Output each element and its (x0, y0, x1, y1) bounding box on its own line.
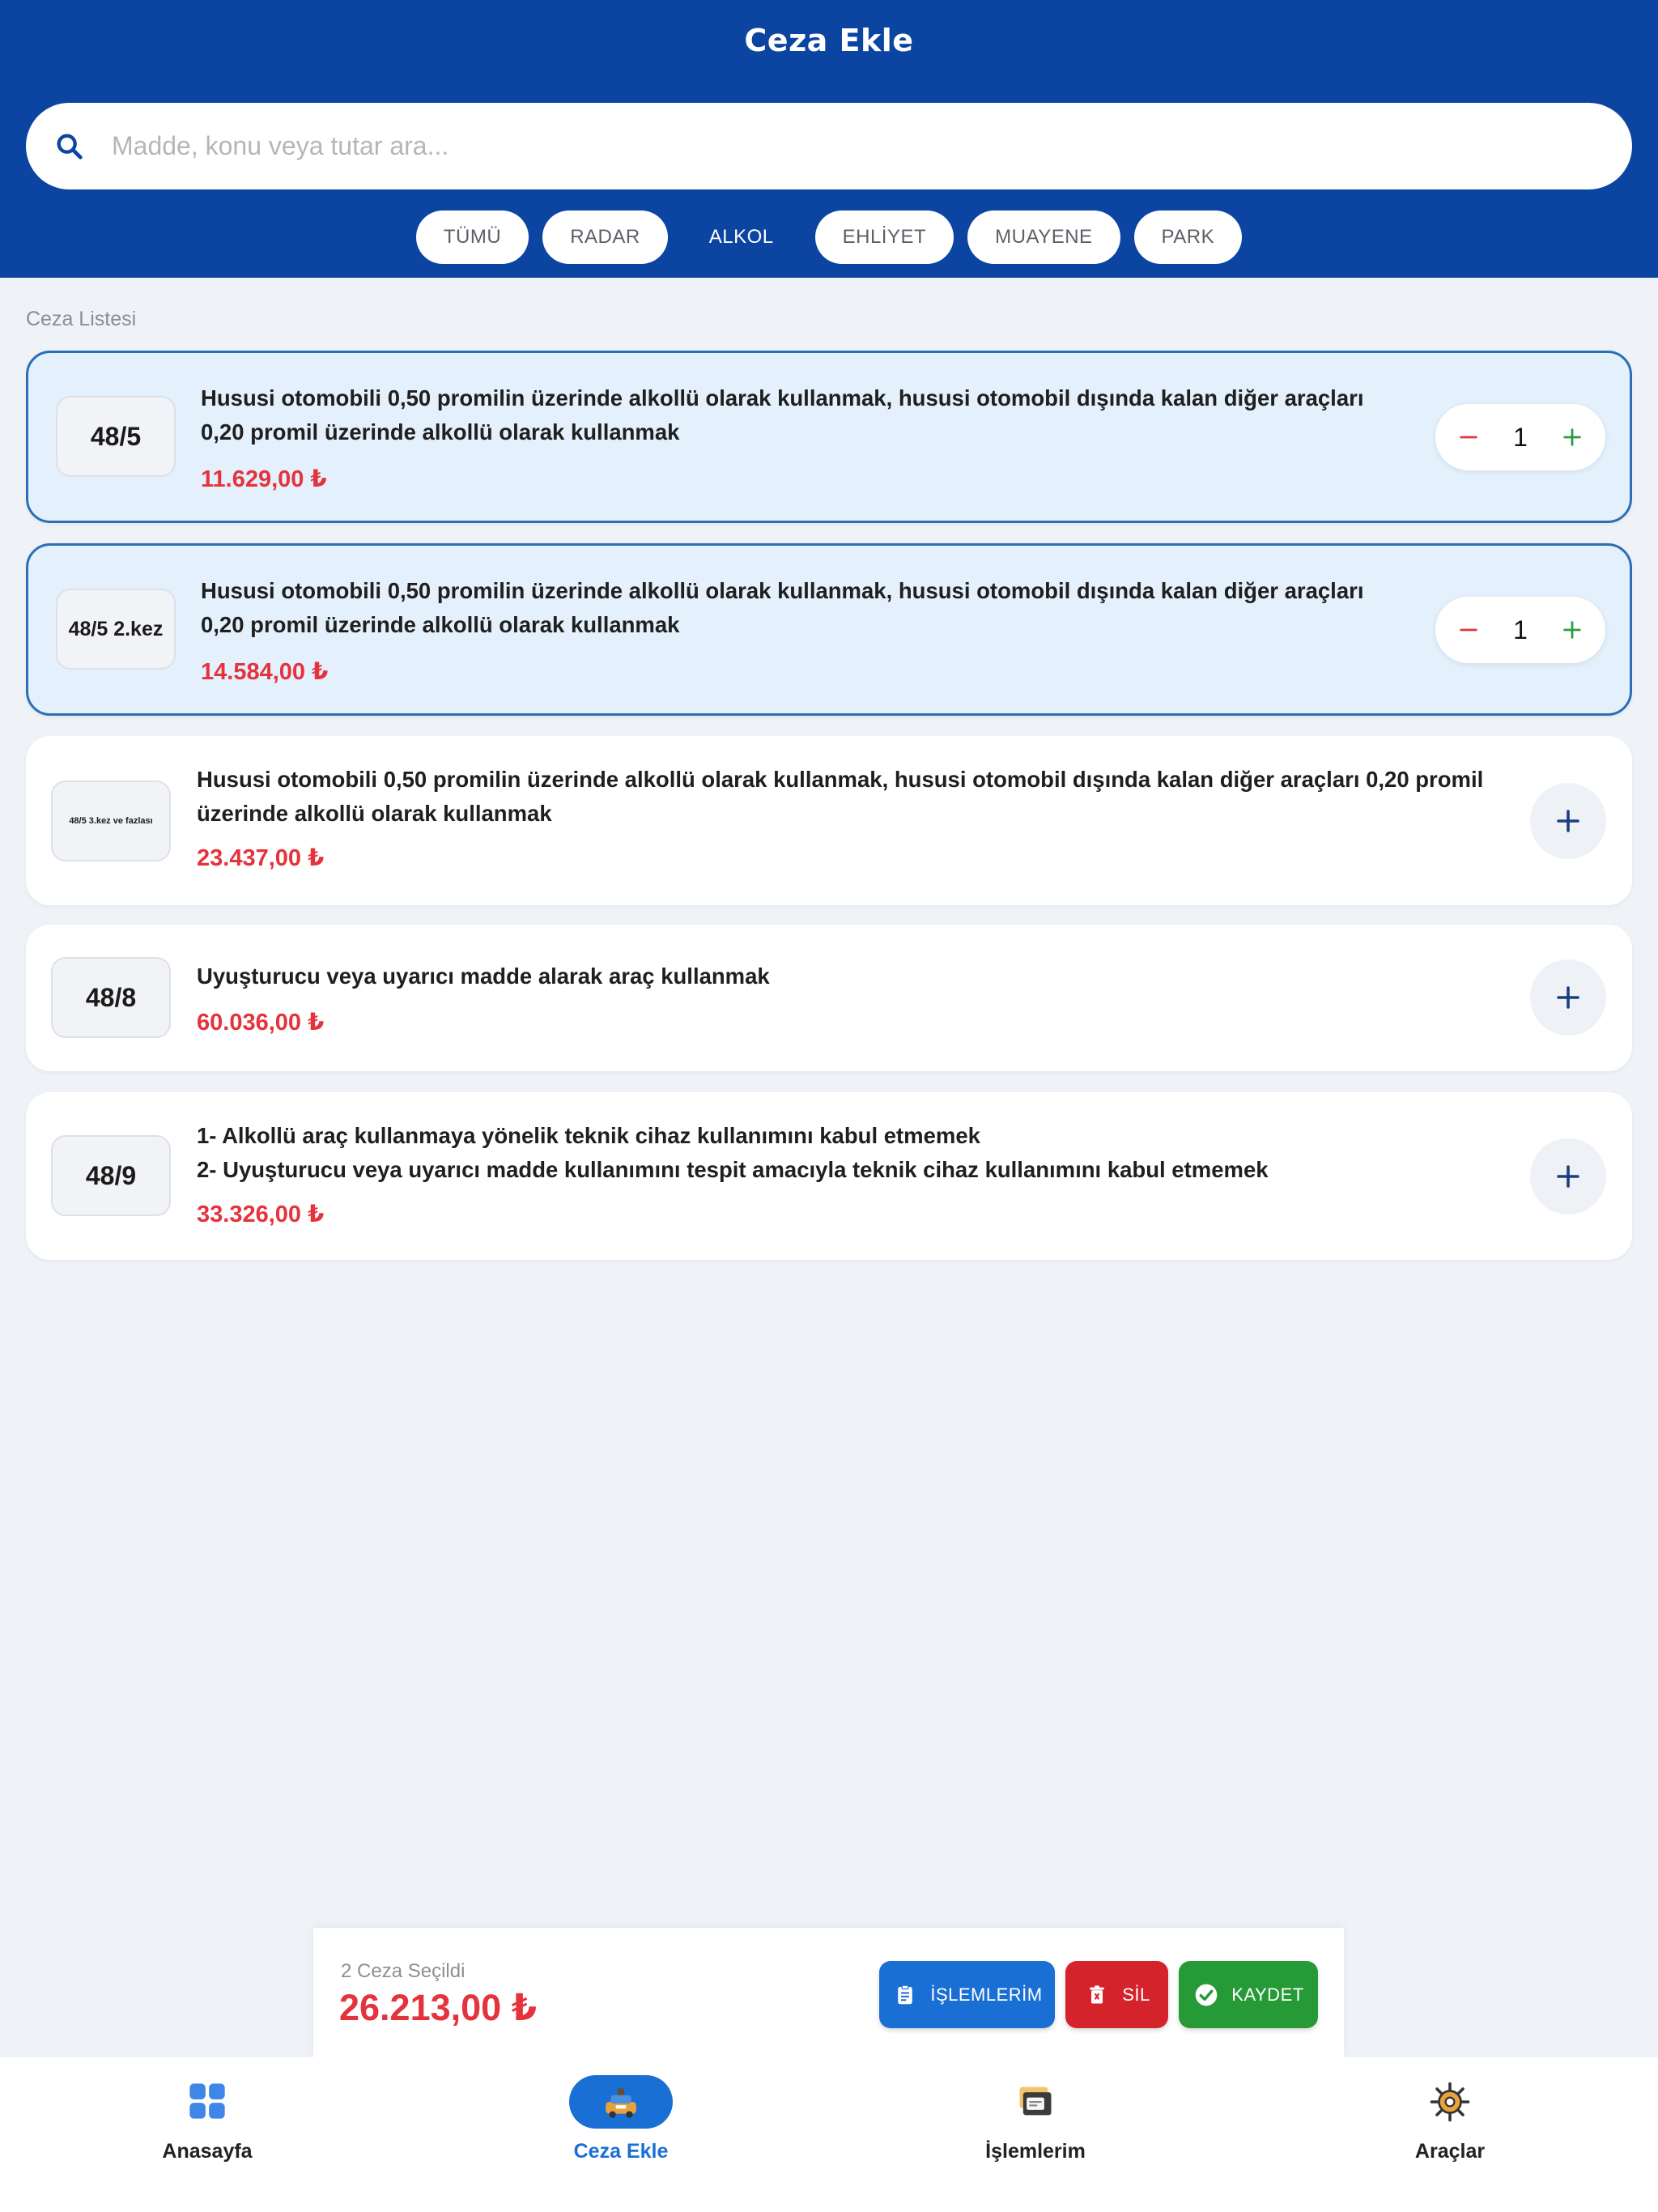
tab-label: Ceza Ekle (573, 2140, 669, 2163)
selected-count: 2 Ceza Seçildi (341, 1960, 466, 1982)
search-icon (47, 124, 92, 169)
tab-ceza-ekle[interactable] (516, 2057, 726, 2212)
folder-icon (1014, 2080, 1056, 2122)
quantity-stepper (1435, 404, 1605, 470)
filter-chip-muayene[interactable]: MUAYENE (967, 211, 1120, 264)
fine-code: 48/9 (51, 1135, 171, 1216)
fine-card[interactable] (26, 1092, 1632, 1260)
tab-label: Anasayfa (162, 2140, 253, 2163)
filter-chip-alkol[interactable]: ALKOL (708, 226, 774, 248)
selection-summary (313, 1928, 1344, 2057)
delete-button[interactable] (1065, 1961, 1168, 2028)
app-header (0, 0, 1658, 278)
islemlerim-button[interactable] (879, 1961, 1055, 2028)
bottom-tab-bar (0, 2057, 1658, 2212)
filter-chip-radar[interactable]: RADAR (542, 211, 668, 264)
plus-icon (1554, 983, 1583, 1012)
fine-price: 60.036,00 ₺ (197, 1010, 325, 1036)
tab-islemlerim[interactable] (930, 2057, 1141, 2212)
fine-price: 11.629,00 ₺ (201, 466, 327, 492)
fine-code: 48/5 (56, 396, 176, 477)
grid-icon (186, 2080, 228, 2122)
search-input[interactable] (112, 131, 1569, 161)
search-bar[interactable] (26, 103, 1632, 189)
fine-description: Hususi otomobili 0,50 promilin üzerinde alkollü olarak kullanmak, hususi otomobil dışında kalan diğer araçları 0,20 promil üzerinde alkollü olarak kullanmak (201, 578, 1364, 637)
fine-price: 33.326,00 ₺ (197, 1202, 325, 1227)
trash-icon (1083, 1981, 1111, 2009)
fine-code: 48/5 2.kez (56, 589, 176, 670)
quantity-value: 1 (1513, 615, 1528, 644)
filter-chip-park[interactable]: PARK (1134, 211, 1243, 264)
fine-code: 48/8 (51, 957, 171, 1038)
fine-description: Hususi otomobili 0,50 promilin üzerinde alkollü olarak kullanmak, hususi otomobil dışında kalan diğer araçları 0,20 promil üzerinde alkollü olarak kullanmak (197, 767, 1484, 826)
fine-price: 14.584,00 ₺ (201, 659, 329, 685)
save-button[interactable] (1179, 1961, 1318, 2028)
add-button[interactable] (1530, 783, 1606, 859)
save-label: KAYDET (1231, 1984, 1304, 2005)
delete-label: SİL (1122, 1984, 1150, 2005)
add-button[interactable] (1530, 959, 1606, 1036)
quantity-value: 1 (1513, 422, 1528, 452)
gear-tools-icon (1428, 2080, 1472, 2124)
minus-icon[interactable] (1456, 425, 1481, 449)
fine-description: Hususi otomobili 0,50 promilin üzerinde alkollü olarak kullanmak, hususi otomobil dışında kalan diğer araçları 0,20 promil üzerinde alkollü olarak kullanmak (201, 385, 1364, 445)
fine-card[interactable] (26, 543, 1632, 716)
tab-araclar[interactable] (1345, 2057, 1555, 2212)
fine-card[interactable] (26, 925, 1632, 1071)
fine-price: 23.437,00 ₺ (197, 845, 325, 871)
fine-card[interactable] (26, 351, 1632, 523)
fine-code: 48/5 3.kez ve fazlası (51, 781, 171, 861)
police-car-icon (569, 2075, 673, 2129)
tab-label: Araçlar (1414, 2140, 1486, 2163)
islemlerim-label: İŞLEMLERİM (930, 1984, 1043, 2005)
fine-card[interactable] (26, 736, 1632, 905)
quantity-stepper (1435, 597, 1605, 663)
fine-description: Uyuşturucu veya uyarıcı madde alarak araç kullanmak (197, 963, 770, 989)
plus-icon (1554, 806, 1583, 836)
clipboard-icon (891, 1981, 919, 2009)
filter-chips (0, 211, 1658, 264)
minus-icon[interactable] (1456, 618, 1481, 642)
fine-description: 1- Alkollü araç kullanmaya yönelik teknik cihaz kullanımını kabul etmemek 2- Uyuşturucu veya uyarıcı madde kullanımını tespit amacıyla teknik cihaz kullanımını kabul etmemek (197, 1123, 1269, 1182)
tab-anasayfa[interactable] (102, 2057, 312, 2212)
plus-icon[interactable] (1560, 618, 1584, 642)
plus-icon[interactable] (1560, 425, 1584, 449)
tab-label: İşlemlerim (985, 2140, 1086, 2163)
page-title: Ceza Ekle (744, 23, 914, 58)
plus-icon (1554, 1162, 1583, 1191)
section-label: Ceza Listesi (26, 308, 137, 330)
filter-chip-ehliyet[interactable]: EHLİYET (815, 211, 954, 264)
total-amount: 26.213,00 ₺ (339, 1987, 538, 2028)
filter-chip-tumu[interactable]: TÜMÜ (416, 211, 529, 264)
check-circle-icon (1192, 1981, 1220, 2009)
add-button[interactable] (1530, 1138, 1606, 1214)
